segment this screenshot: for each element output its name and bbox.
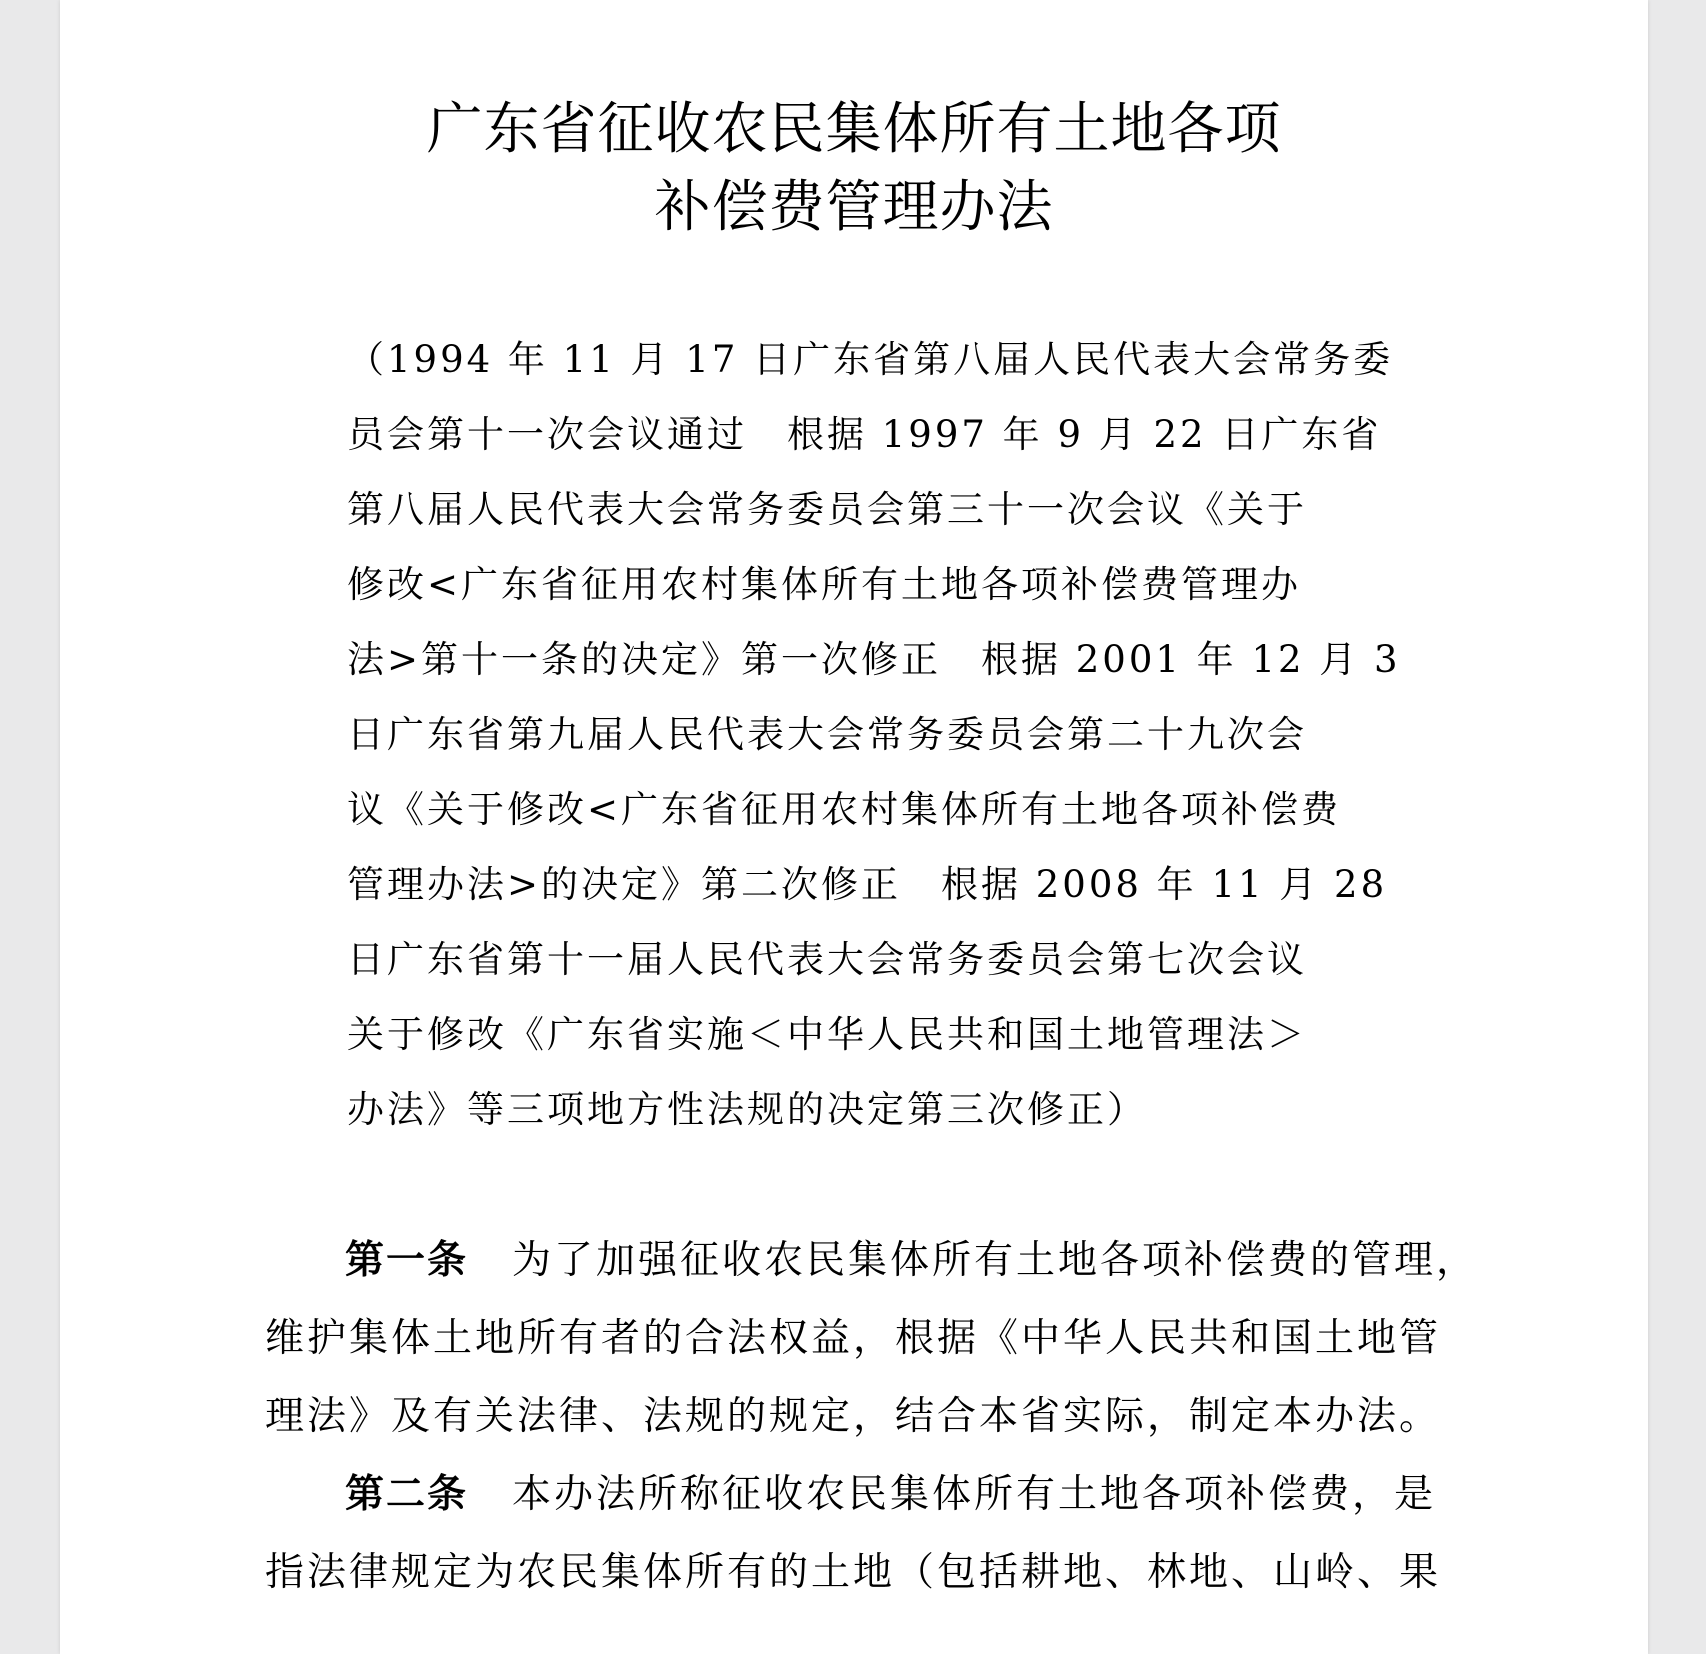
revision-note-line: 法>第十一条的决定》第一次修正 根据 2001 年 12 月 3	[347, 638, 1401, 681]
article-2-text: 本办法所称征收农民集体所有土地各项补偿费，是	[512, 1472, 1437, 1517]
revision-note-line: （1994 年 11 月 17 日广东省第八届人民代表大会常务委	[347, 338, 1394, 381]
revision-note-line: 日广东省第十一届人民代表大会常务委员会第七次会议	[347, 938, 1307, 981]
article-2-line: 指法律规定为农民集体所有的土地（包括耕地、林地、山岭、果	[265, 1550, 1442, 1595]
document-title-line-1: 广东省征收农民集体所有土地各项	[426, 97, 1282, 162]
article-1-first-line	[265, 1222, 1479, 1300]
revision-note-line: 员会第十一次会议通过 根据 1997 年 9 月 22 日广东省	[347, 413, 1382, 456]
revision-note-line: 修改<广东省征用农村集体所有土地各项补偿费管理办	[347, 563, 1302, 606]
revision-note-line: 管理办法>的决定》第二次修正 根据 2008 年 11 月 28	[347, 863, 1388, 906]
article-1	[265, 1222, 1479, 1456]
document-title-line-2: 补偿费管理办法	[654, 175, 1054, 240]
revision-note-line: 日广东省第九届人民代表大会常务委员会第二十九次会	[347, 713, 1307, 756]
revision-note	[347, 322, 1401, 1147]
revision-note-line: 第八届人民代表大会常务委员会第三十一次会议《关于	[347, 488, 1307, 531]
revision-note-line: 关于修改《广东省实施＜中华人民共和国土地管理法＞	[347, 1013, 1307, 1056]
revision-note-line: 办法》等三项地方性法规的决定第三次修正）	[347, 1088, 1147, 1131]
article-1-line: 维护集体土地所有者的合法权益，根据《中华人民共和国土地管	[265, 1316, 1442, 1361]
revision-note-line: 议《关于修改<广东省征用农村集体所有土地各项补偿费	[347, 788, 1342, 831]
article-2	[265, 1456, 1465, 1612]
article-2-label: 第二条	[345, 1472, 469, 1517]
document-page	[60, 0, 1648, 1654]
article-2-first-line	[265, 1456, 1465, 1534]
document-body	[265, 1222, 1479, 1612]
article-1-label: 第一条	[345, 1238, 469, 1283]
article-1-text: 为了加强征收农民集体所有土地各项补偿费的管理，	[512, 1238, 1479, 1283]
article-1-line: 理法》及有关法律、法规的规定，结合本省实际，制定本办法。	[265, 1394, 1442, 1439]
